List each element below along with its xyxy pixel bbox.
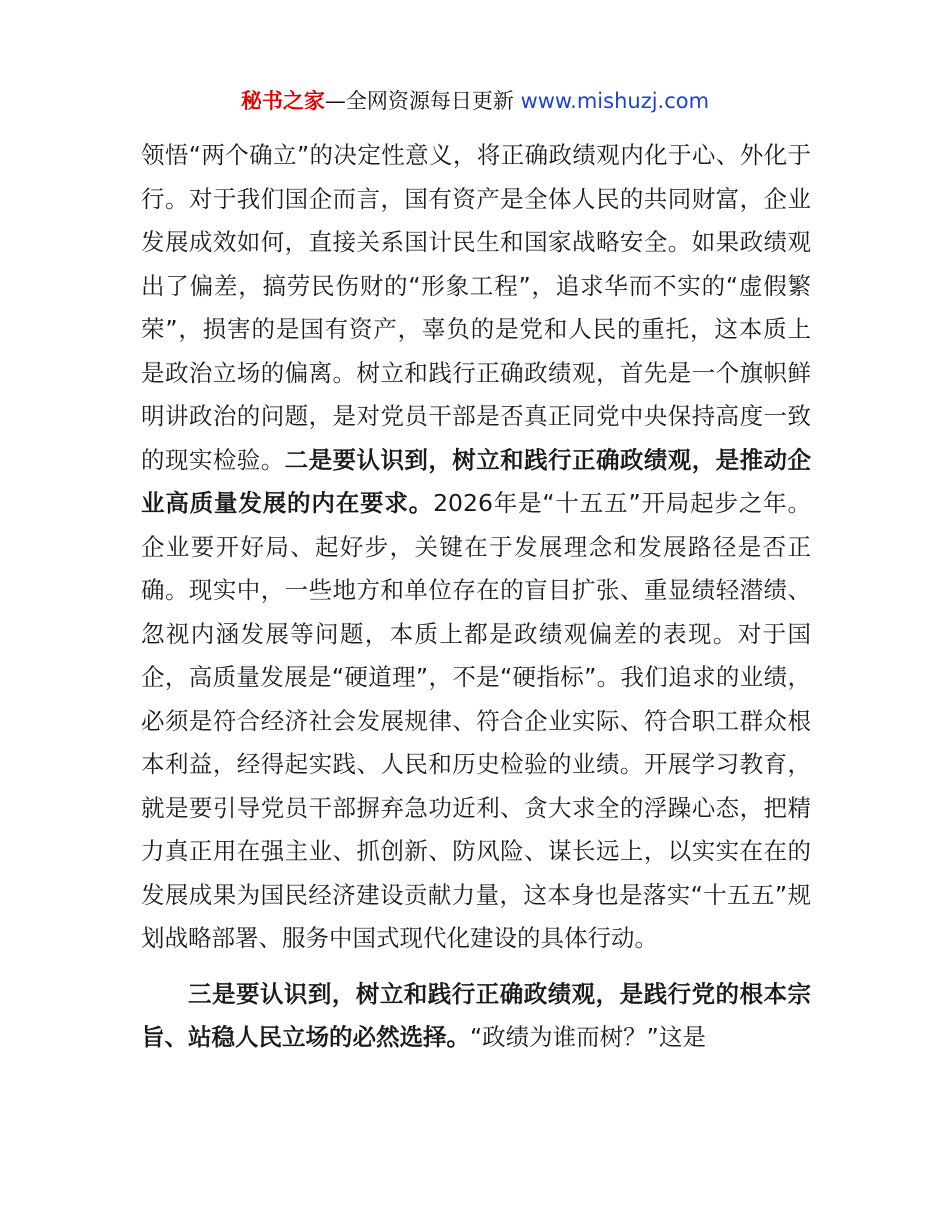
site-url-link[interactable]: www.mishuzj.com [520, 89, 710, 113]
paragraph-2-bold-heading: 三是要认识到，树立和践行正确政绩观，是践行党的根本宗旨、站稳人民立场的必然选择。 [141, 979, 811, 1051]
paragraph-1 [141, 134, 811, 961]
site-slogan: —全网资源每日更新 [324, 89, 521, 113]
site-header [0, 86, 950, 116]
site-brand: 秘书之家 [240, 89, 325, 113]
paragraph-2 [141, 973, 811, 1060]
paragraph-1-text-a: 领悟“两个确立”的决定性意义，将正确政绩观内化于心、外化于行。对于我们国企而言，国有资产是全体人民的共同财富，企业发展成效如何，直接关系国计民生和国家战略安全。如果政绩观出了偏差，搞劳民伤财的“形象工程”，追求华而不实的“虚假繁荣”，损害的是国有资产，辜负的是党和人民的重托，这本质上是政治立场的偏离。树立和践行正确政绩观，首先是一个旗帜鲜明讲政治的问题，是对党员干部是否真正同党中央保持高度一致的现实检验。 [141, 141, 811, 474]
document-body [141, 134, 811, 1060]
paragraph-2-text: “政绩为谁而树？”这是 [470, 1023, 706, 1051]
paragraph-1-bold-heading: 二是要认识到，树立和践行正确政绩观，是推动企业高质量发展的内在要求。 [141, 445, 812, 517]
paragraph-1-text-b: 2026年是“十五五”开局起步之年。企业要开好局、起好步，关键在于发展理念和发展路径是否正确。现实中，一些地方和单位存在的盲目扩张、重显绩轻潜绩、忽视内涵发展等问题，本质上都是政绩观偏差的表现。对于国企，高质量发展是“硬道理”，不是“硬指标”。我们追求的业绩，必须是符合经济社会发展规律、符合企业实际、符合职工群众根本利益，经得起实践、人民和历史检验的业绩。开展学习教育，就是要引导党员干部摒弃急功近利、贪大求全的浮躁心态，把精力真正用在强主业、抓创新、防风险、谋长远上，以实实在在的发展成果为国民经济建设贡献力量，这本身也是落实“十五五”规划战略部署、服务中国式现代化建设的具体行动。 [141, 489, 812, 952]
